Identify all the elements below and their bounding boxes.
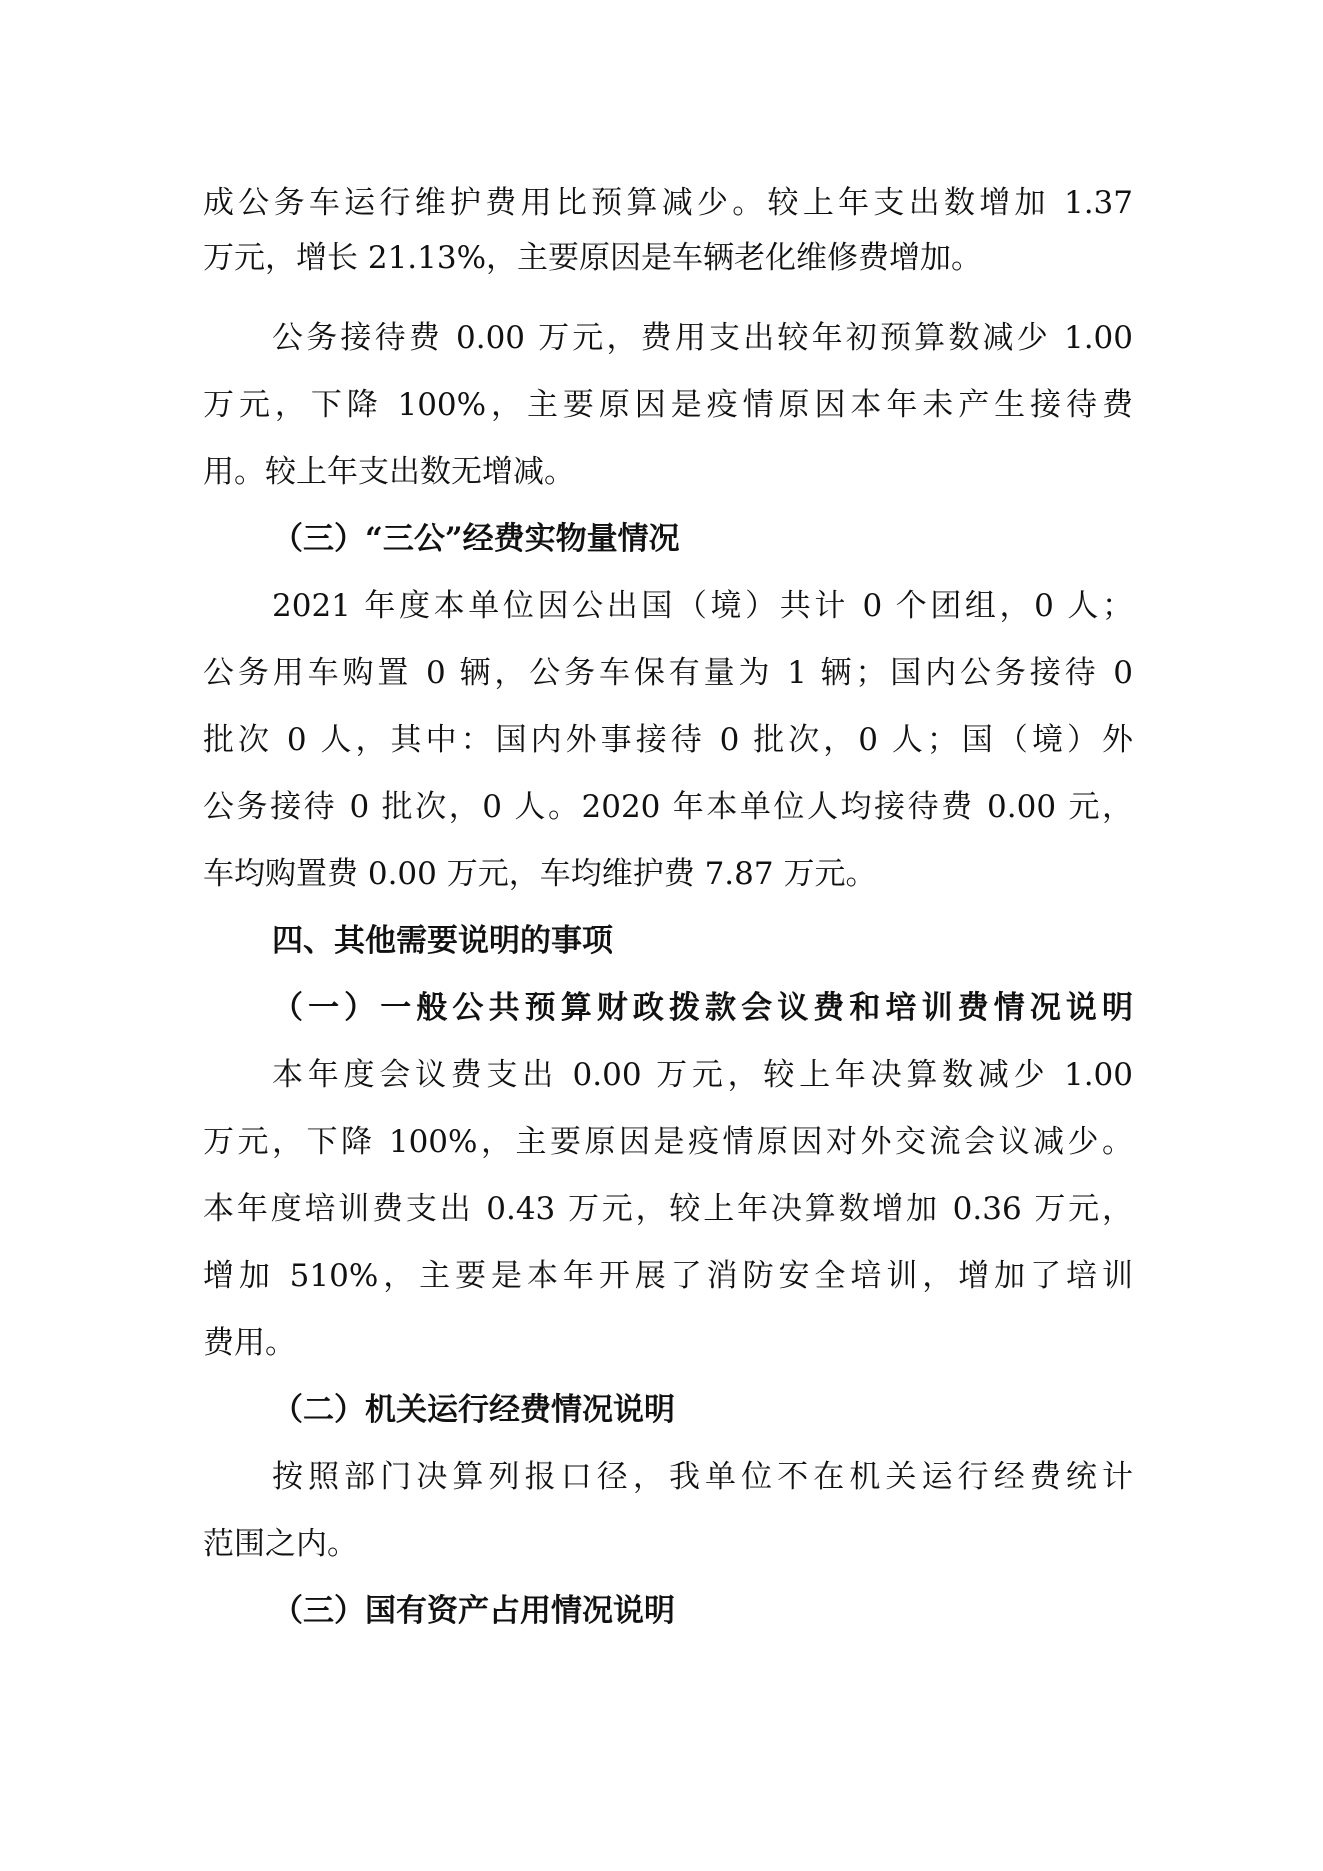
section-heading: 四、其他需要说明的事项 [272, 923, 613, 959]
paragraph-line: 本年度培训费支出 0.43 万元，较上年决算数增加 0.36 万元， [203, 1191, 1133, 1227]
paragraph-line: 增加 510%，主要是本年开展了消防安全培训，增加了培训 [203, 1258, 1133, 1294]
paragraph-line: 万元，下降 100%，主要原因是疫情原因本年未产生接待费 [203, 387, 1133, 423]
paragraph-line: 公务接待 0 批次，0 人。2020 年本单位人均接待费 0.00 元， [203, 789, 1133, 825]
section-heading: （一）一般公共预算财政拨款会议费和培训费情况说明 [272, 990, 1133, 1026]
paragraph-line: 万元，下降 100%，主要原因是疫情原因对外交流会议减少。 [203, 1124, 1133, 1160]
paragraph-line: 用。较上年支出数无增减。 [203, 454, 575, 490]
paragraph-line: 公务用车购置 0 辆，公务车保有量为 1 辆；国内公务接待 0 [203, 655, 1133, 691]
paragraph-line: 按照部门决算列报口径，我单位不在机关运行经费统计 [272, 1459, 1133, 1495]
paragraph-line: 公务接待费 0.00 万元，费用支出较年初预算数减少 1.00 [272, 320, 1133, 356]
paragraph-line: 批次 0 人，其中：国内外事接待 0 批次，0 人；国（境）外 [203, 722, 1133, 758]
section-heading: （三）国有资产占用情况说明 [272, 1593, 675, 1629]
paragraph-line: 车均购置费 0.00 万元，车均维护费 7.87 万元。 [203, 856, 877, 892]
paragraph-line: 万元，增长 21.13%，主要原因是车辆老化维修费增加。 [203, 240, 983, 276]
paragraph-line: 成公务车运行维护费用比预算减少。较上年支出数增加 1.37 [203, 185, 1133, 221]
paragraph-line: 费用。 [203, 1325, 296, 1361]
section-heading: （二）机关运行经费情况说明 [272, 1392, 675, 1428]
paragraph-line: 本年度会议费支出 0.00 万元，较上年决算数减少 1.00 [272, 1057, 1133, 1093]
section-heading: （三）“三公”经费实物量情况 [272, 521, 680, 557]
paragraph-line: 范围之内。 [203, 1526, 358, 1562]
paragraph-line: 2021 年度本单位因公出国（境）共计 0 个团组，0 人； [272, 588, 1133, 624]
